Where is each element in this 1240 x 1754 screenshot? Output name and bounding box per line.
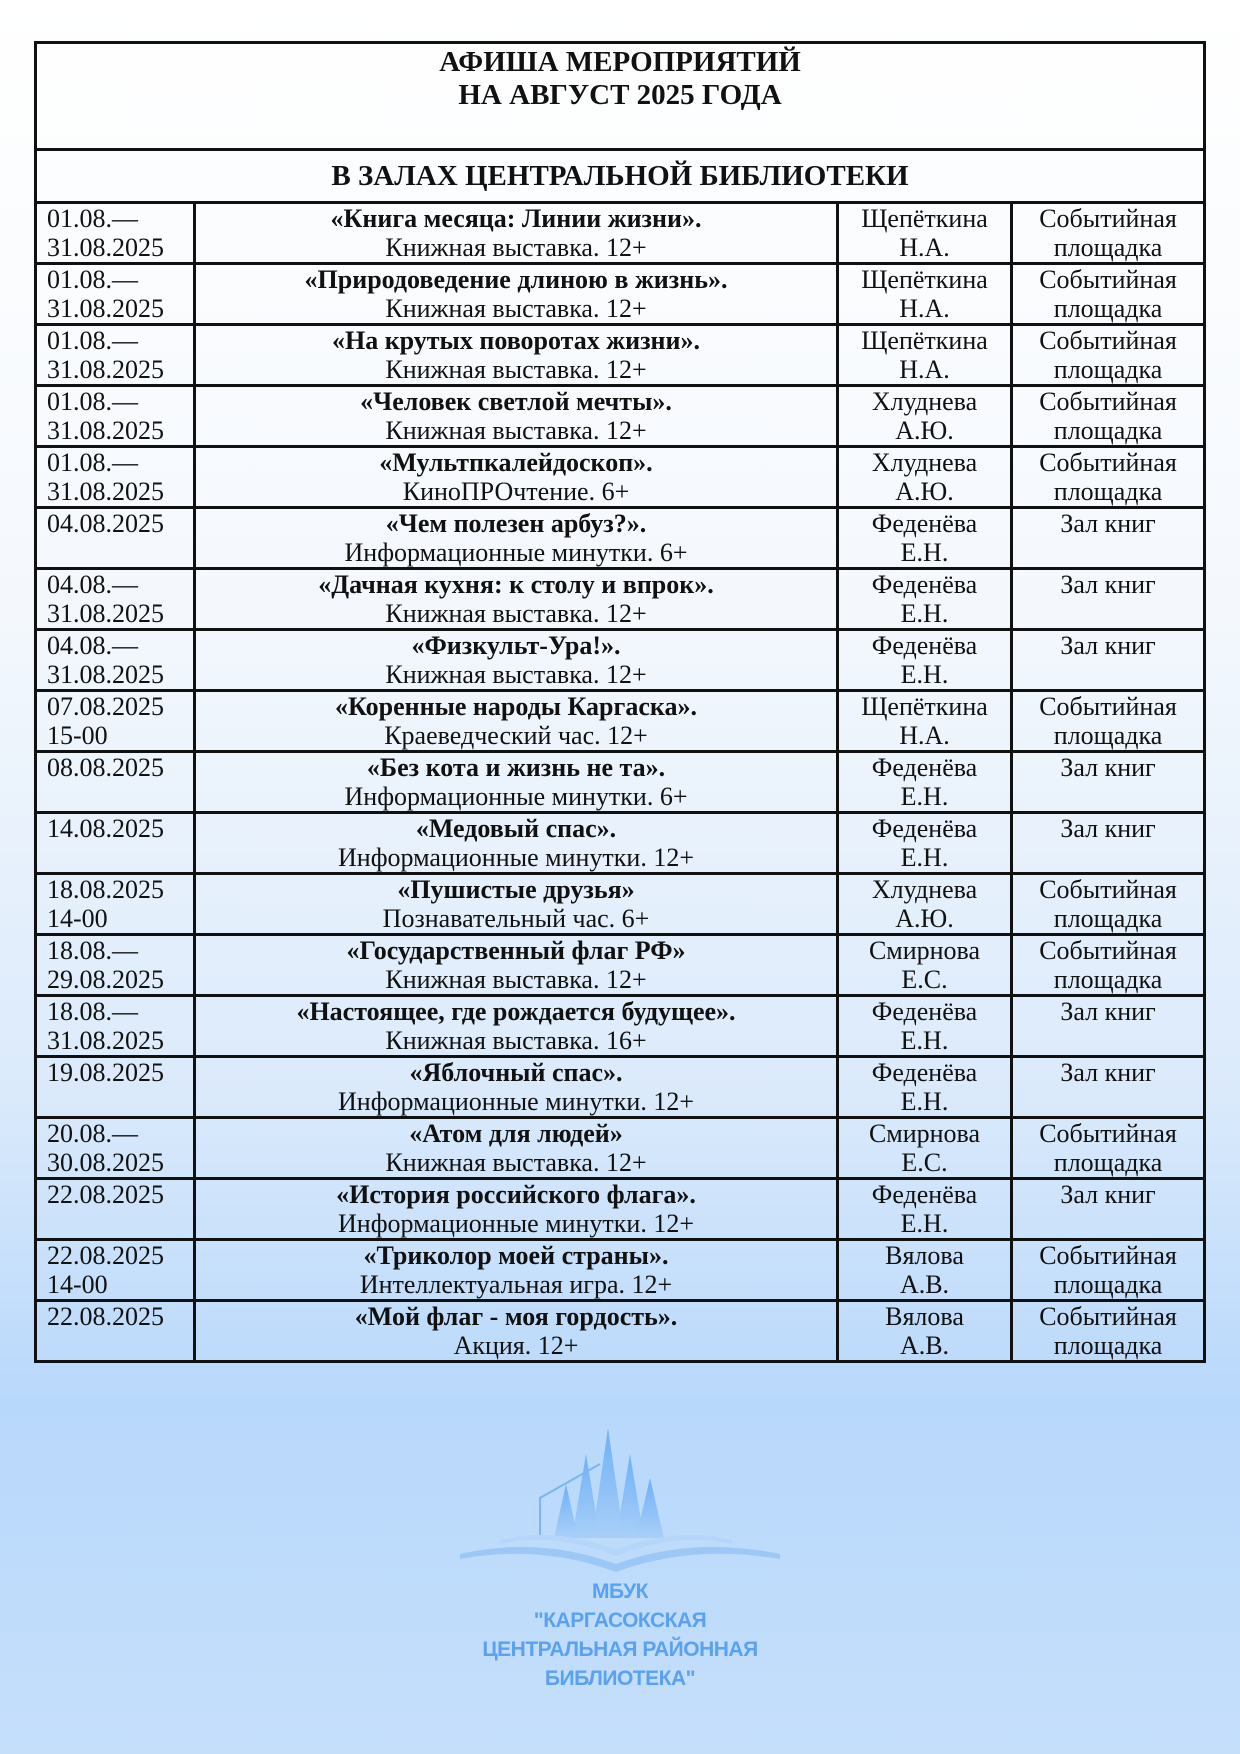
event-responsible-cell	[838, 1179, 1012, 1240]
event-place: Событийная	[1039, 326, 1177, 355]
event-title-cell	[195, 1301, 838, 1362]
event-place-line2: площадка	[1053, 233, 1163, 262]
event-date: 01.08.—	[47, 326, 138, 355]
title-line-2: НА АВГУСТ 2025 ГОДА	[458, 79, 782, 111]
event-title-cell	[195, 325, 838, 386]
event-date-cell	[36, 691, 195, 752]
event-type: Информационные минутки. 6+	[344, 782, 688, 811]
event-date-cell	[36, 874, 195, 935]
event-responsible-initials: Е.Н.	[900, 1209, 949, 1238]
event-date-end: 31.08.2025	[47, 294, 164, 323]
event-type: Книжная выставка. 12+	[385, 1148, 647, 1177]
event-responsible-cell	[838, 813, 1012, 874]
event-date: 01.08.—	[47, 265, 138, 294]
event-place-line2: площадка	[1053, 904, 1163, 933]
event-place: Зал книг	[1060, 997, 1156, 1026]
event-title-cell	[195, 569, 838, 630]
event-responsible-surname: Вялова	[885, 1302, 964, 1331]
event-responsible-surname: Феденёва	[871, 1058, 978, 1087]
event-responsible-cell	[838, 691, 1012, 752]
event-responsible-cell	[838, 1301, 1012, 1362]
event-place-line2: площадка	[1053, 294, 1163, 323]
event-place-cell	[1012, 996, 1205, 1057]
logo-text-3: ЦЕНТРАЛЬНАЯ РАЙОННАЯ	[482, 1638, 758, 1661]
event-responsible-cell	[838, 569, 1012, 630]
event-date-cell	[36, 325, 195, 386]
event-responsible-initials: Е.Н.	[900, 782, 949, 811]
event-responsible-surname: Хлуднева	[871, 448, 978, 477]
event-responsible-surname: Щепёткина	[861, 326, 988, 355]
event-date-cell	[36, 935, 195, 996]
event-responsible-initials: Е.Н.	[900, 843, 949, 872]
event-place: Зал книг	[1060, 814, 1156, 843]
event-date-cell	[36, 203, 195, 264]
event-place: Зал книг	[1060, 753, 1156, 782]
event-responsible-surname: Феденёва	[871, 570, 978, 599]
event-place-cell	[1012, 691, 1205, 752]
event-responsible-cell	[838, 447, 1012, 508]
event-place-cell	[1012, 264, 1205, 325]
event-place-cell	[1012, 935, 1205, 996]
event-place-cell	[1012, 508, 1205, 569]
event-title: «На крутых поворотах жизни».	[331, 326, 701, 355]
event-date: 18.08.—	[47, 936, 138, 965]
event-date: 14.08.2025	[47, 814, 164, 843]
event-responsible-surname: Щепёткина	[861, 204, 988, 233]
logo-text-2: "КАРГАСОКСКАЯ	[533, 1609, 707, 1632]
event-row	[36, 935, 1205, 996]
event-date: 22.08.2025	[47, 1241, 164, 1270]
event-responsible-initials: Е.С.	[901, 965, 948, 994]
event-row	[36, 813, 1205, 874]
event-responsible-surname: Хлуднева	[871, 875, 978, 904]
event-responsible-initials: А.Ю.	[895, 904, 954, 933]
event-date-end: 30.08.2025	[47, 1148, 164, 1177]
event-title-cell	[195, 1118, 838, 1179]
event-place-line2: площадка	[1053, 1270, 1163, 1299]
event-row	[36, 447, 1205, 508]
event-date-end: 14-00	[47, 904, 108, 933]
event-responsible-cell	[838, 203, 1012, 264]
event-date-end: 31.08.2025	[47, 416, 164, 445]
event-place: Зал книг	[1060, 631, 1156, 660]
event-title-cell	[195, 447, 838, 508]
event-responsible-cell	[838, 935, 1012, 996]
event-responsible-initials: Н.А.	[899, 721, 950, 750]
event-date: 18.08.2025	[47, 875, 164, 904]
event-row	[36, 508, 1205, 569]
event-date: 07.08.2025	[47, 692, 164, 721]
event-place-line2: площадка	[1053, 721, 1163, 750]
event-row	[36, 1301, 1205, 1362]
event-date-cell	[36, 1057, 195, 1118]
event-date-cell	[36, 1179, 195, 1240]
event-responsible-surname: Смирнова	[868, 1119, 981, 1148]
event-row	[36, 996, 1205, 1057]
event-date-cell	[36, 447, 195, 508]
event-type: КиноПРОчтение. 6+	[402, 477, 630, 506]
event-row	[36, 386, 1205, 447]
event-title-cell	[195, 691, 838, 752]
logo-text-4: БИБЛИОТЕКА"	[544, 1667, 696, 1690]
event-date-cell	[36, 1118, 195, 1179]
event-place: Событийная	[1039, 448, 1177, 477]
event-title-cell	[195, 386, 838, 447]
event-responsible-initials: Е.Н.	[900, 599, 949, 628]
event-row	[36, 1179, 1205, 1240]
event-responsible-cell	[838, 386, 1012, 447]
event-place: Событийная	[1039, 875, 1177, 904]
event-responsible-cell	[838, 508, 1012, 569]
event-responsible-surname: Феденёва	[871, 997, 978, 1026]
event-title: «Книга месяца: Линии жизни».	[330, 204, 702, 233]
event-place: Событийная	[1039, 936, 1177, 965]
event-responsible-surname: Вялова	[885, 1241, 964, 1270]
event-type: Информационные минутки. 12+	[338, 1087, 694, 1116]
event-type: Книжная выставка. 12+	[385, 294, 647, 323]
event-place: Событийная	[1039, 265, 1177, 294]
event-place: Событийная	[1039, 692, 1177, 721]
library-logo	[440, 1428, 800, 1728]
event-responsible-surname: Феденёва	[871, 509, 978, 538]
event-date-end: 31.08.2025	[47, 660, 164, 689]
event-place-cell	[1012, 386, 1205, 447]
event-responsible-surname: Феденёва	[871, 1180, 978, 1209]
event-place-line2: площадка	[1053, 1331, 1163, 1360]
event-row	[36, 691, 1205, 752]
library-logo-emblem	[440, 1428, 800, 1598]
event-title: «Медовый спас».	[415, 814, 617, 843]
event-row	[36, 874, 1205, 935]
event-responsible-initials: Е.Н.	[900, 1087, 949, 1116]
event-responsible-cell	[838, 264, 1012, 325]
event-place-cell	[1012, 447, 1205, 508]
event-place: Событийная	[1039, 1119, 1177, 1148]
event-date-cell	[36, 1240, 195, 1301]
event-responsible-initials: Н.А.	[899, 355, 950, 384]
event-responsible-cell	[838, 1118, 1012, 1179]
event-type: Книжная выставка. 12+	[385, 660, 647, 689]
event-responsible-surname: Щепёткина	[861, 692, 988, 721]
event-type: Интеллектуальная игра. 12+	[359, 1270, 673, 1299]
event-title: «Яблочный спас».	[409, 1058, 623, 1087]
event-date: 04.08.—	[47, 631, 138, 660]
event-responsible-initials: Е.Н.	[900, 1026, 949, 1055]
event-title: «Мультпкалейдоскоп».	[379, 448, 653, 477]
event-date: 22.08.2025	[47, 1302, 164, 1331]
event-date-cell	[36, 813, 195, 874]
event-responsible-surname: Щепёткина	[861, 265, 988, 294]
event-type: Книжная выставка. 12+	[385, 355, 647, 384]
event-title-cell	[195, 508, 838, 569]
event-date: 04.08.2025	[47, 509, 164, 538]
event-date-end: 29.08.2025	[47, 965, 164, 994]
event-title: «Пушистые друзья»	[397, 875, 635, 904]
event-place: Зал книг	[1060, 1058, 1156, 1087]
event-date-cell	[36, 1301, 195, 1362]
event-responsible-initials: Е.С.	[901, 1148, 948, 1177]
event-place-line2: площадка	[1053, 416, 1163, 445]
event-type: Информационные минутки. 12+	[338, 1209, 694, 1238]
page-title	[36, 43, 1205, 150]
event-title: «Настоящее, где рождается будущее».	[296, 997, 736, 1026]
event-title: «Чем полезен арбуз?».	[385, 509, 647, 538]
event-title-cell	[195, 630, 838, 691]
event-title-cell	[195, 935, 838, 996]
event-responsible-initials: А.В.	[899, 1270, 950, 1299]
event-title-cell	[195, 752, 838, 813]
event-title: «Физкульт-Ура!».	[411, 631, 621, 660]
event-type: Книжная выставка. 12+	[385, 599, 647, 628]
event-place-cell	[1012, 1118, 1205, 1179]
event-title: «Природоведение длиною в жизнь».	[304, 265, 728, 294]
event-responsible-cell	[838, 752, 1012, 813]
event-title: «Государственный флаг РФ»	[346, 936, 686, 965]
event-responsible-initials: А.Ю.	[895, 477, 954, 506]
event-responsible-cell	[838, 996, 1012, 1057]
events-table	[34, 41, 1206, 1363]
event-responsible-initials: Н.А.	[899, 294, 950, 323]
event-type: Информационные минутки. 12+	[338, 843, 694, 872]
event-responsible-surname: Хлуднева	[871, 387, 978, 416]
event-title-cell	[195, 813, 838, 874]
event-type: Книжная выставка. 12+	[385, 416, 647, 445]
logo-text-1: МБУК	[592, 1580, 648, 1603]
event-title: «Без кота и жизнь не та».	[366, 753, 666, 782]
event-responsible-initials: А.Ю.	[895, 416, 954, 445]
event-title: «Дачная кухня: к столу и впрок».	[318, 570, 714, 599]
event-place-cell	[1012, 569, 1205, 630]
event-place-cell	[1012, 1301, 1205, 1362]
event-row	[36, 203, 1205, 264]
event-place-line2: площадка	[1053, 355, 1163, 384]
event-place-line2: площадка	[1053, 477, 1163, 506]
event-date-end: 31.08.2025	[47, 477, 164, 506]
event-row	[36, 1240, 1205, 1301]
event-place-cell	[1012, 752, 1205, 813]
event-responsible-cell	[838, 874, 1012, 935]
event-date: 22.08.2025	[47, 1180, 164, 1209]
event-place-cell	[1012, 325, 1205, 386]
event-place-cell	[1012, 203, 1205, 264]
event-place-line2: площадка	[1053, 965, 1163, 994]
event-responsible-initials: Е.Н.	[900, 538, 949, 567]
event-place-line2: площадка	[1053, 1148, 1163, 1177]
event-place-cell	[1012, 874, 1205, 935]
event-date-end: 31.08.2025	[47, 599, 164, 628]
event-date-end: 15-00	[47, 721, 108, 750]
event-responsible-cell	[838, 1240, 1012, 1301]
event-date-cell	[36, 508, 195, 569]
event-place: Событийная	[1039, 1302, 1177, 1331]
event-title-cell	[195, 874, 838, 935]
event-responsible-surname: Феденёва	[871, 753, 978, 782]
title-row	[36, 43, 1205, 150]
section-subtitle: В ЗАЛАХ ЦЕНТРАЛЬНОЙ БИБЛИОТЕКИ	[36, 150, 1205, 203]
event-responsible-surname: Смирнова	[868, 936, 981, 965]
event-row	[36, 1057, 1205, 1118]
event-responsible-cell	[838, 1057, 1012, 1118]
event-date: 08.08.2025	[47, 753, 164, 782]
event-place-cell	[1012, 1240, 1205, 1301]
event-type: Краеведческий час. 12+	[384, 721, 648, 750]
event-row	[36, 325, 1205, 386]
event-row	[36, 1118, 1205, 1179]
event-responsible-initials: А.В.	[899, 1331, 950, 1360]
event-date-end: 14-00	[47, 1270, 108, 1299]
event-responsible-cell	[838, 325, 1012, 386]
event-date: 01.08.—	[47, 448, 138, 477]
event-place-cell	[1012, 1179, 1205, 1240]
event-title: «Атом для людей»	[409, 1119, 623, 1148]
event-date: 20.08.—	[47, 1119, 138, 1148]
event-responsible-initials: Н.А.	[899, 233, 950, 262]
event-row	[36, 569, 1205, 630]
event-place: Зал книг	[1060, 1180, 1156, 1209]
event-title: «Человек светлой мечты».	[360, 387, 672, 416]
event-responsible-initials: Е.Н.	[900, 660, 949, 689]
event-row	[36, 264, 1205, 325]
event-type: Познавательный час. 6+	[382, 904, 650, 933]
event-title-cell	[195, 1179, 838, 1240]
event-place: Событийная	[1039, 204, 1177, 233]
event-title-cell	[195, 264, 838, 325]
event-title-cell	[195, 996, 838, 1057]
event-place-cell	[1012, 1057, 1205, 1118]
event-place: Событийная	[1039, 387, 1177, 416]
event-row	[36, 752, 1205, 813]
event-type: Информационные минутки. 6+	[344, 538, 688, 567]
event-date-cell	[36, 996, 195, 1057]
event-place-cell	[1012, 630, 1205, 691]
event-place-cell	[1012, 813, 1205, 874]
event-responsible-surname: Феденёва	[871, 631, 978, 660]
event-title: «Мой флаг - моя гордость».	[354, 1302, 678, 1331]
title-line-1: АФИША МЕРОПРИЯТИЙ	[439, 46, 801, 78]
event-date-cell	[36, 569, 195, 630]
event-place: Зал книг	[1060, 570, 1156, 599]
event-type: Книжная выставка. 12+	[385, 233, 647, 262]
event-title-cell	[195, 1057, 838, 1118]
event-date-cell	[36, 630, 195, 691]
subtitle-row	[36, 150, 1205, 203]
event-responsible-surname: Феденёва	[871, 814, 978, 843]
event-responsible-cell	[838, 630, 1012, 691]
event-title: «История российского флага».	[336, 1180, 696, 1209]
event-date: 04.08.—	[47, 570, 138, 599]
event-row	[36, 630, 1205, 691]
event-date-end: 31.08.2025	[47, 355, 164, 384]
event-title: «Коренные народы Каргаска».	[335, 692, 697, 721]
event-date: 01.08.—	[47, 204, 138, 233]
event-type: Книжная выставка. 16+	[385, 1026, 647, 1055]
event-date-end: 31.08.2025	[47, 1026, 164, 1055]
event-date-cell	[36, 752, 195, 813]
event-title-cell	[195, 1240, 838, 1301]
event-place: Зал книг	[1060, 509, 1156, 538]
event-type: Акция. 12+	[453, 1331, 579, 1360]
event-date: 18.08.—	[47, 997, 138, 1026]
event-date-end: 31.08.2025	[47, 233, 164, 262]
event-title-cell	[195, 203, 838, 264]
event-type: Книжная выставка. 12+	[385, 965, 647, 994]
event-title: «Триколор моей страны».	[363, 1241, 669, 1270]
event-date: 19.08.2025	[47, 1058, 164, 1087]
event-date-cell	[36, 386, 195, 447]
event-place: Событийная	[1039, 1241, 1177, 1270]
event-date-cell	[36, 264, 195, 325]
event-date: 01.08.—	[47, 387, 138, 416]
